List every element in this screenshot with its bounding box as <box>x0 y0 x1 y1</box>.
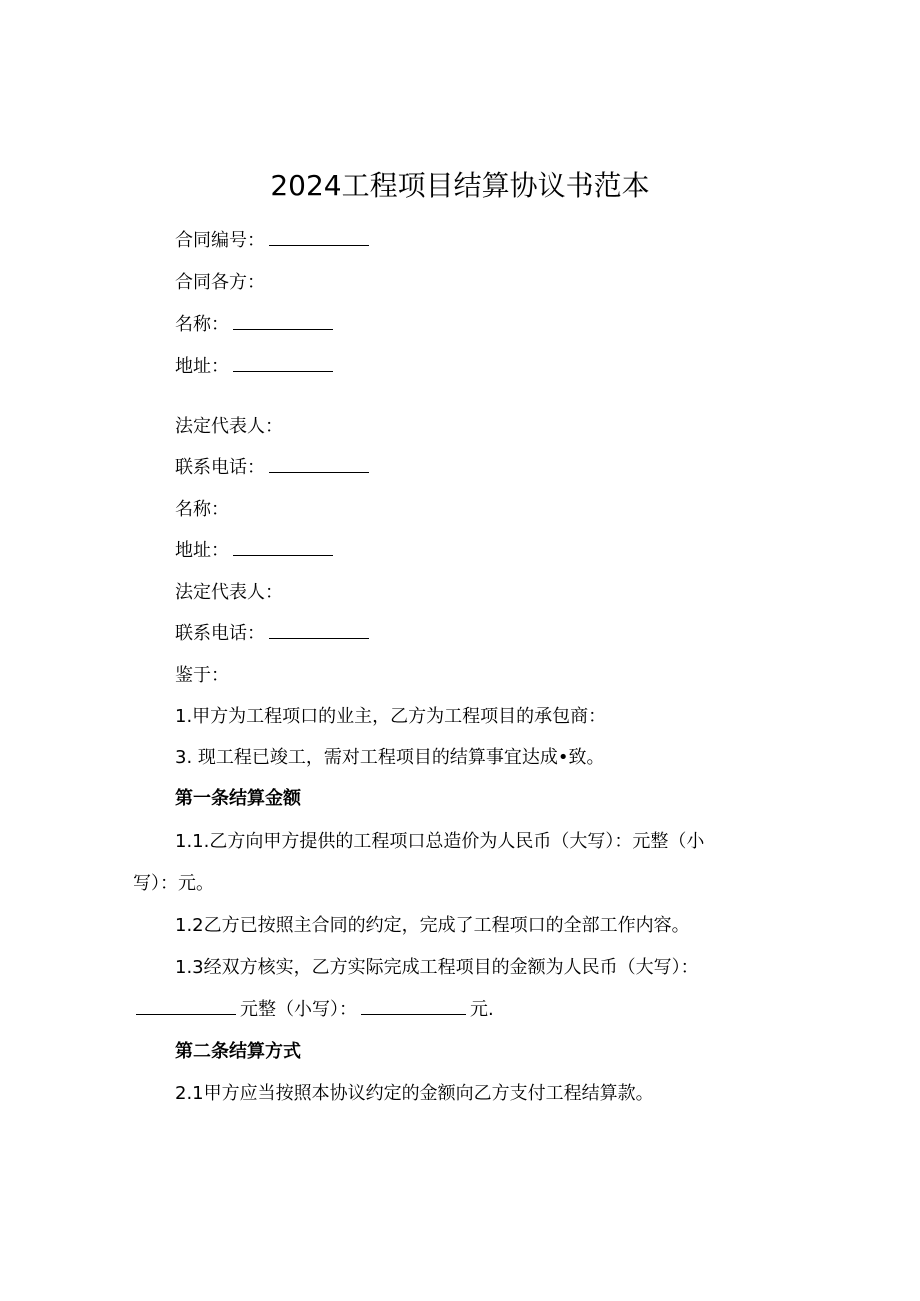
party1-name-label: 名称： <box>175 314 229 335</box>
party2-address-row <box>175 538 337 564</box>
contract-no-row <box>175 228 373 254</box>
article-1-clause-1-line-1: 1.1.乙方向甲方提供的工程项口总造价为人民币（大写）：元整（小 <box>175 831 705 852</box>
party2-name-label: 名称： <box>175 499 229 520</box>
article-1-clause-3-line-1: 1.3经双方核实，乙方实际完成工程项目的金额为人民币（大写）： <box>175 957 699 978</box>
party2-phone-blank <box>269 622 369 639</box>
party2-address-blank <box>233 539 333 556</box>
article-1-heading: 第一条结算金额 <box>175 788 301 809</box>
article-1-clause-2: 1.2乙方已按照主合同的约定，完成了工程项口的全部工作内容。 <box>175 915 690 936</box>
amount-figure-blank <box>361 998 466 1015</box>
party2-rep-label: 法定代表人： <box>175 582 283 603</box>
party2-phone-label: 联系电话： <box>175 623 265 644</box>
whereas-item-1: 1.甲方为工程项口的业主，乙方为工程项目的承包商： <box>175 706 607 727</box>
article-2-clause-1: 2.1甲方应当按照本协议约定的金额向乙方支付工程结算款。 <box>175 1083 654 1104</box>
article-1-clause-3-line-2 <box>136 997 494 1023</box>
party2-address-label: 地址： <box>175 540 229 561</box>
parties-label: 合同各方： <box>175 272 265 293</box>
article-2-heading: 第二条结算方式 <box>175 1041 301 1062</box>
amount-end-text: 元. <box>470 999 494 1020</box>
party1-address-row <box>175 354 337 380</box>
amount-capital-blank <box>136 998 236 1015</box>
party1-phone-blank <box>269 456 369 473</box>
party2-phone-row <box>175 621 373 647</box>
whereas-label: 鉴于： <box>175 665 229 686</box>
party1-address-label: 地址： <box>175 356 229 377</box>
contract-no-blank <box>269 229 369 246</box>
article-1-clause-1-line-2: 写）：元。 <box>133 873 214 894</box>
amount-mid-text: 元整（小写）： <box>240 999 357 1020</box>
whereas-item-3: 3. 现工程已竣工，需对工程项目的结算事宜达成•致。 <box>175 747 605 768</box>
party1-phone-label: 联系电话： <box>175 457 265 478</box>
party1-rep-label: 法定代表人： <box>175 416 283 437</box>
party1-phone-row <box>175 455 373 481</box>
document-title: 2024工程项目结算协议书范本 <box>270 169 650 202</box>
party1-address-blank <box>233 355 333 372</box>
party1-name-row <box>175 312 337 338</box>
contract-no-label: 合同编号： <box>175 230 265 251</box>
party1-name-blank <box>233 313 333 330</box>
